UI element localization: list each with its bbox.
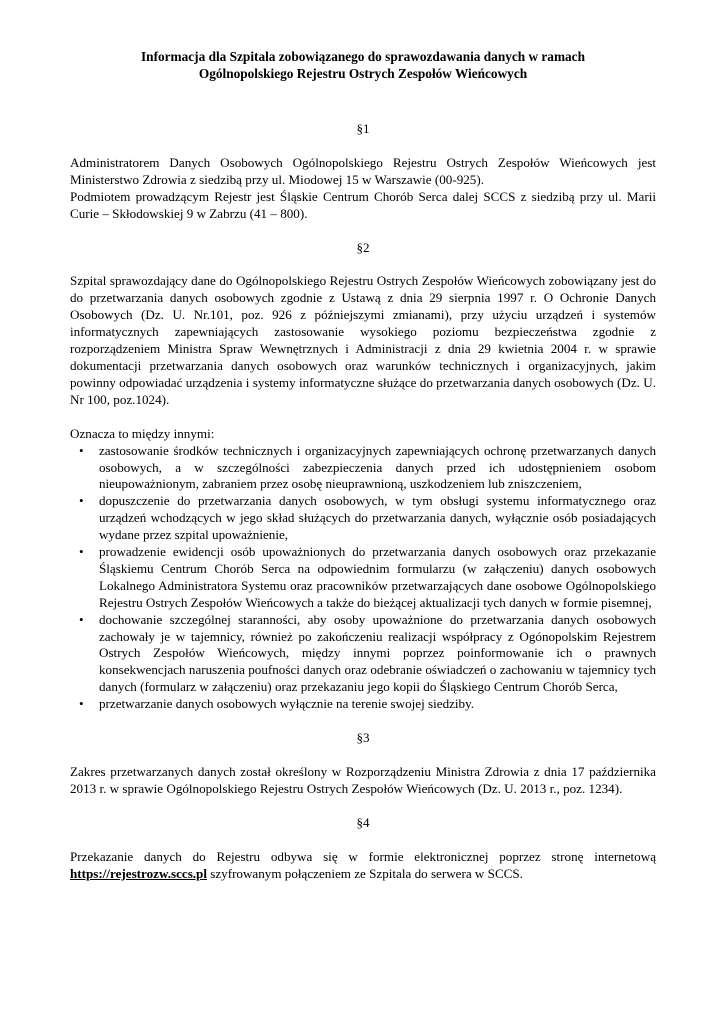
list-item-text: prowadzenie ewidencji osób upoważnionych do przetwarzania danych osobowych oraz przekazanie Śląskiemu Centrum Chorób Serca na odpowiednim formularzu (w załączeniu) danych osobowych Lokalnego Administratora Systemu oraz pracowników przetwarzających dane osobowe Ogólnopolskiego Rejestru Ostrych Zespołów Wieńcowych a także do bieżącej aktualizacji tych danych w formie pisemnej, <box>99 544 656 610</box>
section-3-heading: §3 <box>356 730 370 746</box>
section-2-paragraph: Szpital sprawozdający dane do Ogólnopolskiego Rejestru Ostrych Zespołów Wieńcowych zobowiązany jest do do przetwarzania danych osobowych zgodnie z Ustawą z dnia 29 sierpnia 1997 r. O Ochronie Danych Osobowych (Dz. U. Nr.101, poz. 926 z późniejszymi zmianami), przy użyciu urządzeń i systemów informatycznych zapewniających zastosowanie wysokiego poziomu bezpieczeństwa zgodnie z rozporządzeniem Ministra Spraw Wewnętrznych i Administracji z dnia 29 kwietnia 2004 r. w sprawie dokumentacji przetwarzania danych osobowych oraz warunków technicznych i organizacyjnych, jakim powinny odpowiadać urządzenia i systemy informatyczne służące do przetwarzania danych osobowych (Dz. U. Nr 100, poz.1024). <box>70 273 656 407</box>
document-page <box>70 48 656 883</box>
list-item <box>70 612 656 697</box>
section-4-heading: §4 <box>356 814 370 830</box>
section-1-operator-paragraph: Podmiotem prowadzącym Rejestr jest Śląskie Centrum Chorób Serca dalej SCCS z siedzibą przy ul. Marii Curie – Skłodowskiej 9 w Zabrzu (41 – 800). <box>70 188 656 221</box>
list-item <box>70 443 656 494</box>
bullet-icon: • <box>79 544 84 560</box>
registry-website-link[interactable]: https://rejestrozw.sccs.pl <box>70 865 207 881</box>
document-title-line-2: Ogólnopolskiego Rejestru Ostrych Zespołów Wieńcowych <box>198 66 528 81</box>
section-1-administrator-paragraph: Administratorem Danych Osobowych Ogólnopolskiego Rejestru Ostrych Zespołów Wieńcowych jest Ministerstwo Zdrowia z siedzibą przy ul. Miodowej 15 w Warszawie (00-925). <box>70 154 656 187</box>
list-item <box>70 544 656 612</box>
list-item-text: dopuszczenie do przetwarzania danych osobowych, w tym obsługi systemu informatycznego oraz urządzeń wchodzących w jego skład służących do przetwarzania danych, wyłącznie osób posiadających wydane przez szpital upoważnienie, <box>99 493 656 543</box>
section-1-heading: §1 <box>356 121 370 136</box>
section-4-text-before: Przekazanie danych do Rejestru odbywa się w formie elektronicznej poprzez stronę internetową <box>70 848 656 864</box>
list-item-text: zastosowanie środków technicznych i organizacyjnych zapewniających ochronę przetwarzanych danych osobowych, a w szczególności zabezpieczenia danych przed ich udostępnieniem osobom nieupoważnionym, zabraniem przez osobę nieuprawnioną, uszkodzeniem lub zniszczeniem, <box>99 442 656 492</box>
bullet-icon: • <box>79 442 84 458</box>
list-item-text: dochowanie szczególnej staranności, aby osoby upoważnione do przetwarzania danych osobowych zachowały je w tajemnicy, również po zakończeniu realizacji współpracy z Ogónopolskim Rejestrem Ostrych Zespołów Wieńcowych, między innymi poprzez poinformowanie ich o prawnych konsekwencjach naruszenia poufności danych oraz odebranie oświadczeń o zachowaniu w tajemnicy tych danych (formularz w załączeniu) oraz przekazaniu jego kopii do Śląskiego Centrum Chorób Serca, <box>99 611 656 695</box>
section-2-heading: §2 <box>356 239 370 255</box>
bullet-icon: • <box>79 696 84 712</box>
section-4-text-after: szyfrowanym połączeniem ze Szpitala do serwera w SCCS. <box>206 865 523 881</box>
section-2-list-intro: Oznacza to między innymi: <box>70 425 215 441</box>
section-4-paragraph <box>70 849 656 883</box>
obligations-list <box>70 443 656 714</box>
document-title-line-1: Informacja dla Szpitala zobowiązanego do sprawozdawania danych w ramach <box>141 49 585 64</box>
section-3-paragraph: Zakres przetwarzanych danych został określony w Rozporządzeniu Ministra Zdrowia z dnia 17 października 2013 r. w sprawie Ogólnopolskiego Rejestru Ostrych Zespołów Wieńcowych (Dz. U. 2013 r., poz. 1234). <box>70 764 656 796</box>
list-item <box>70 696 656 713</box>
bullet-icon: • <box>79 611 84 627</box>
list-item <box>70 493 656 544</box>
bullet-icon: • <box>79 493 84 509</box>
list-item-text: przetwarzanie danych osobowych wyłącznie na terenie swojej siedziby. <box>99 696 475 712</box>
